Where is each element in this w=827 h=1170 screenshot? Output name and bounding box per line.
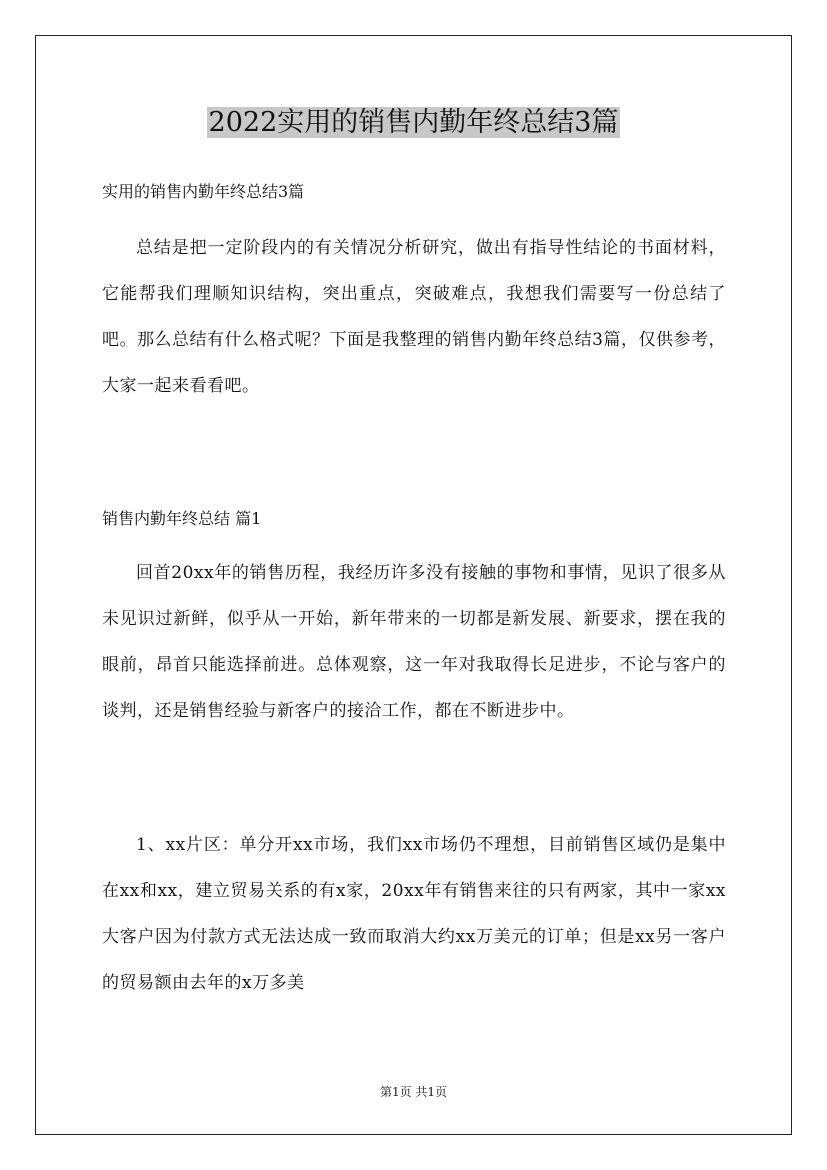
intro-paragraph: 总结是把一定阶段内的有关情况分析研究，做出有指导性结论的书面材料，它能帮我们理顺知识结构，突出重点，突破难点，我想我们需要写一份总结了吧。那么总结有什么格式呢？下面是我整理的销售内勤年终总结3篇，仅供参考，大家一起来看看吧。 <box>102 238 726 396</box>
section-heading: 销售内勤年终总结 篇1 <box>102 509 262 528</box>
body-paragraph-1: 回首20xx年的销售历程，我经历许多没有接触的事物和事情，见识了很多从未见识过新鲜，似乎从一开始，新年带来的一切都是新发展、新要求，摆在我的眼前，昂首只能选择前进。总体观察，这一年对我取得长足进步，不论与客户的谈判，还是销售经验与新客户的接洽工作，都在不断进步中。 <box>102 563 726 721</box>
document-subtitle: 实用的销售内勤年终总结3篇 <box>102 182 305 201</box>
document-title <box>0 104 827 142</box>
page-footer: 第1页 共1页 <box>379 1085 448 1099</box>
body-paragraph-2: 1、xx片区：单分开xx市场，我们xx市场仍不理想，目前销售区域仍是集中在xx和xx，建立贸易关系的有x家，20xx年有销售来往的只有两家，其中一家xx大客户因为付款方式无法达成一致而取消大约xx万美元的订单；但是xx另一客户的贸易额由去年的x万多美 <box>102 835 726 993</box>
document-title-text: 2022实用的销售内勤年终总结3篇 <box>208 107 619 138</box>
